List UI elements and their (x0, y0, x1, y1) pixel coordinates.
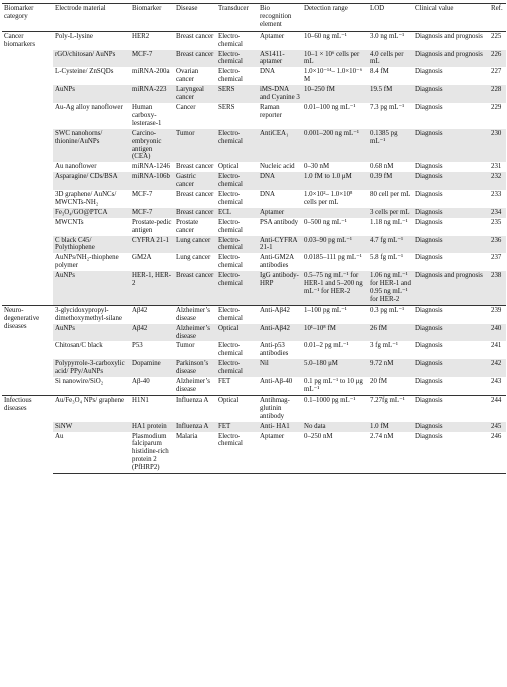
table-row (2, 172, 506, 190)
ref-cell: 240 (489, 324, 506, 342)
table-body (2, 31, 506, 473)
disease-cell: Cancer (176, 103, 196, 111)
detection-range-cell: 0–500 ng mL⁻¹ (304, 218, 347, 226)
transducer-cell: Electro-chemical (216, 305, 258, 323)
bio-recognition-element-cell: Nucleic acid (260, 163, 295, 171)
disease-cell: Breast cancer (174, 271, 216, 305)
electrode-material-cell: SiNW (53, 422, 130, 432)
bio-recognition-element-cell: Anti-Aβ-40 (260, 378, 293, 386)
lod-cell: 1.0 fM (368, 422, 413, 432)
detection-range-cell: 1–100 pg mL⁻¹ (302, 305, 368, 323)
biomarker-cell: Human carboxy-lesterase-1 (132, 103, 162, 127)
clinical-value-cell: Diagnosis (413, 432, 489, 474)
electrode-material-cell: MWCNTs (55, 218, 84, 226)
transducer-cell: Electro-chemical (216, 359, 258, 377)
bio-recognition-element-cell: Anti-CYFRA 21-1 (258, 236, 302, 254)
lod-cell: 1.18 ng mL⁻¹ (370, 218, 408, 226)
disease-cell: Influenza A (174, 395, 216, 421)
bio-recognition-element-cell: Anti-Aβ42 (258, 324, 302, 342)
detection-range-cell: 10–250 fM (302, 85, 368, 103)
electrode-material-cell: SWC nanohorns/ thionine/AuNPs (53, 129, 130, 163)
biomarker-cell: P53 (132, 342, 143, 350)
transducer-cell: Electro-chemical (216, 236, 258, 254)
disease-cell: Breast cancer (176, 191, 214, 199)
lod-cell: 8.4 fM (370, 68, 389, 76)
electrode-material-cell: AuNPs (53, 271, 130, 305)
ref-cell: 229 (491, 103, 502, 111)
biomarker-cell: Prostate-pedic antigen (132, 218, 172, 234)
clinical-value-cell: Diagnosis and prognosis (413, 271, 489, 305)
electrode-material-cell: rGO/chitosan/ AuNPs (53, 50, 130, 68)
bio-recognition-element-cell: DNA (260, 191, 275, 199)
detection-range-cell: 0.1 pg mL⁻¹ to 10 μg mL⁻¹ (304, 378, 363, 393)
table-row (2, 208, 506, 218)
category-cell: Cancer biomarkers (2, 31, 53, 305)
electrode-material-cell: Poly-L-lysine (53, 31, 130, 49)
table-row (2, 253, 506, 271)
biomarker-cell: miRNA-200a (132, 68, 170, 76)
detection-range-cell: 0.01–2 pg mL⁻¹ (304, 342, 349, 350)
transducer-cell: Optical (218, 163, 239, 171)
ref-cell: 235 (491, 218, 502, 226)
table-row (2, 377, 506, 395)
table-row (2, 422, 506, 432)
ref-cell: 242 (489, 359, 506, 377)
table-row (2, 324, 506, 342)
electrode-material-cell: C black C45/ Polythiophene (53, 236, 130, 254)
detection-range-cell: 0.001–200 ng mL⁻¹ (302, 129, 368, 163)
bio-recognition-element-cell: AS1411-aptamer (258, 50, 302, 68)
lod-cell: 3 fg mL⁻¹ (370, 342, 398, 350)
lod-cell: 3 cells per mL (368, 208, 413, 218)
bio-recognition-element-cell: Raman reporter (260, 103, 282, 119)
biomarker-cell: MCF-7 (130, 208, 174, 218)
clinical-value-cell: Diagnosis (415, 218, 443, 226)
transducer-cell: FET (218, 378, 231, 386)
electrode-material-cell: 3D graphene/ AuNCs/ MWCNTs-NH₂ (55, 191, 117, 206)
biomarker-cell: miRNA-1246 (132, 163, 170, 171)
electrode-material-cell: AuNPs (53, 324, 130, 342)
clinical-value-cell: Diagnosis (415, 163, 443, 171)
lod-cell: 19.5 fM (368, 85, 413, 103)
header-disease: Disease (176, 5, 198, 12)
detection-range-cell: 1.0×10⁻¹⁴– 1.0×10⁻⁶ M (304, 68, 363, 84)
bio-recognition-element-cell: Anti- HA1 (258, 422, 302, 432)
header-electrode-material: Electrode material (55, 5, 106, 12)
ref-cell: 234 (489, 208, 506, 218)
detection-range-cell: 1.0×10²– 1.0×10⁸ cells per mL (304, 191, 353, 206)
ref-cell: 243 (491, 378, 502, 386)
detection-range-cell: 0.01–100 ng mL⁻¹ (304, 103, 356, 111)
lod-cell: 1.06 ng mL⁻¹ for HER-1 and 0.95 ng mL⁻¹ for HER-2 (368, 271, 413, 305)
ref-cell: 237 (491, 254, 502, 262)
clinical-value-cell: Diagnosis (413, 236, 489, 254)
electrode-material-cell: L-Cysteine/ ZnSQDs (55, 68, 114, 76)
lod-cell: 3.0 ng mL⁻¹ (368, 31, 413, 49)
biomarker-cell: Aβ-40 (132, 378, 150, 386)
clinical-value-cell: Diagnosis (413, 305, 489, 323)
bio-recognition-element-cell: AntiCEA₁ (258, 129, 302, 163)
ref-cell: 245 (489, 422, 506, 432)
ref-cell: 232 (489, 172, 506, 190)
bio-recognition-element-cell: Aptamer (258, 31, 302, 49)
detection-range-cell: 10–60 ng mL⁻¹ (302, 31, 368, 49)
disease-cell: Breast cancer (174, 50, 216, 68)
table-row (2, 129, 506, 163)
ref-cell: 239 (489, 305, 506, 323)
electrode-material-cell: Asparagine/ CDs/BSA (53, 172, 130, 190)
clinical-value-cell: Diagnosis (413, 129, 489, 163)
transducer-cell: Optical (216, 324, 258, 342)
disease-cell: Lung cancer (174, 236, 216, 254)
biomarker-cell: MCF-7 (130, 50, 174, 68)
ref-cell: 236 (489, 236, 506, 254)
header-ref: Ref. (491, 5, 503, 12)
ref-cell: 233 (491, 191, 502, 199)
electrode-material-cell: 3-glycidoxypropyl-dimethoxymethyl-silane (53, 305, 130, 323)
ref-cell: 238 (489, 271, 506, 305)
clinical-value-cell: Diagnosis (413, 395, 489, 421)
disease-cell: Parkinson’s disease (174, 359, 216, 377)
electrode-material-cell: Au/Fe₃O₄ NPs/ graphene (53, 395, 130, 421)
transducer-cell: Electro-chemical (218, 218, 243, 234)
table-row (2, 305, 506, 323)
disease-cell: Laryngeal cancer (174, 85, 216, 103)
bio-recognition-element-cell: iMS-DNA and Cyanine 3 (258, 85, 302, 103)
transducer-cell: Electro-chemical (218, 191, 243, 206)
table-row (2, 31, 506, 49)
detection-range-cell: 0.0185–111 pg mL⁻¹ (304, 254, 362, 262)
clinical-value-cell: Diagnosis (415, 378, 443, 386)
lod-cell: 0.1385 pg mL⁻¹ (368, 129, 413, 163)
detection-range-cell: 1.0 fM to 1.0 μM (302, 172, 368, 190)
bio-recognition-element-cell: PSA antibody (260, 218, 299, 226)
lod-cell: 9.72 nM (368, 359, 413, 377)
table-row (2, 85, 506, 103)
detection-range-cell: 0.03–90 pg mL⁻¹ (302, 236, 368, 254)
electrode-material-cell: Au (53, 432, 130, 474)
transducer-cell: SERS (216, 85, 258, 103)
disease-cell: Breast cancer (174, 31, 216, 49)
ref-cell: 244 (489, 395, 506, 421)
bio-recognition-element-cell: Aptamer (258, 432, 302, 474)
transducer-cell: Electro-chemical (216, 129, 258, 163)
bio-recognition-element-cell: Nil (258, 359, 302, 377)
detection-range-cell: 0.5–75 ng mL⁻¹ for HER-1 and 5–200 ng mL⁻¹ for HER-2 (302, 271, 368, 305)
detection-range-cell: 5.0–180 μM (302, 359, 368, 377)
table-row (2, 218, 506, 236)
transducer-cell: SERS (218, 103, 235, 111)
detection-range-cell: 0–30 nM (304, 163, 330, 171)
lod-cell: 26 fM (368, 324, 413, 342)
electrode-material-cell: Si nanowire/SiO₂ (55, 378, 104, 386)
electrode-material-cell: Fe₃O₄/GO@PTCA (53, 208, 130, 218)
transducer-cell: Electro-chemical (218, 342, 243, 358)
ref-cell: 230 (489, 129, 506, 163)
transducer-cell: Electro-chemical (216, 50, 258, 68)
lod-cell: 0.39 fM (368, 172, 413, 190)
disease-cell: Alzheimer’s disease (176, 378, 210, 393)
biomarker-cell: HER2 (130, 31, 174, 49)
lod-cell: 80 cell per mL (370, 191, 411, 199)
biomarker-cell: MCF-7 (132, 191, 153, 199)
transducer-cell: Optical (216, 395, 258, 421)
bio-recognition-element-cell: DNA (258, 172, 302, 190)
biomarker-cell: Aβ42 (130, 324, 174, 342)
table-row (2, 67, 506, 85)
header-transducer: Transducer (218, 5, 249, 12)
disease-cell: Gastric cancer (174, 172, 216, 190)
biomarker-cell: HER-1, HER-2 (130, 271, 174, 305)
transducer-cell: ECL (216, 208, 258, 218)
electrode-material-cell: Au-Ag alloy nanoflower (55, 103, 123, 111)
clinical-value-cell: Diagnosis and prognosis (413, 31, 489, 49)
electrode-material-cell: Polypyrrole-3-carboxylic acid/ PPy/AuNPs (53, 359, 130, 377)
disease-cell: Tumor (176, 342, 195, 350)
header-row (2, 4, 506, 32)
detection-range-cell: 10¹–10⁸ fM (302, 324, 368, 342)
disease-cell: Prostate cancer (176, 218, 199, 234)
transducer-cell: Electro-chemical (216, 271, 258, 305)
electrode-material-cell: AuNPs (53, 85, 130, 103)
disease-cell: Lung cancer (176, 254, 211, 262)
disease-cell: Alzheimer’s disease (174, 324, 216, 342)
clinical-value-cell: Diagnosis (413, 172, 489, 190)
clinical-value-cell: Diagnosis (413, 208, 489, 218)
lod-cell: 2.74 nM (368, 432, 413, 474)
header-biomarker: Biomarker (132, 5, 162, 12)
ref-cell: 227 (491, 68, 502, 76)
table-row (2, 103, 506, 129)
ref-cell: 228 (489, 85, 506, 103)
electrode-material-cell: AuNPs/NH₂-thiophene polymer (55, 254, 119, 270)
detection-range-cell (302, 208, 368, 218)
category-cell: Neuro-degenerative diseases (2, 305, 53, 395)
bio-recognition-element-cell: Anti-Aβ42 (258, 305, 302, 323)
clinical-value-cell: Diagnosis (415, 68, 443, 76)
lod-cell: 7.27fg mL⁻¹ (368, 395, 413, 421)
table-row (2, 162, 506, 172)
transducer-cell: FET (216, 422, 258, 432)
biomarker-cell: Aβ42 (130, 305, 174, 323)
biomarker-cell: CYFRA 21-1 (130, 236, 174, 254)
header-detection-range: Detection range (304, 5, 348, 12)
transducer-cell: Electro-chemical (216, 172, 258, 190)
bio-recognition-element-cell: DNA (260, 68, 275, 76)
biomarker-cell: Dopamine (130, 359, 174, 377)
biomarker-cell: HA1 protein (130, 422, 174, 432)
clinical-value-cell: Diagnosis (413, 359, 489, 377)
bio-recognition-element-cell: IgG antibody-HRP (258, 271, 302, 305)
bio-recognition-element-cell: Anti-GM2A antibodies (260, 254, 294, 270)
lod-cell: 4.7 fg mL⁻¹ (368, 236, 413, 254)
clinical-value-cell: Diagnosis (413, 85, 489, 103)
ref-cell: 241 (491, 342, 502, 350)
detection-range-cell: No data (302, 422, 368, 432)
table-row (2, 190, 506, 208)
header-lod: LOD (370, 5, 385, 12)
detection-range-cell: 0–250 nM (302, 432, 368, 474)
ref-cell: 226 (489, 50, 506, 68)
clinical-value-cell: Diagnosis (413, 324, 489, 342)
biosensor-table (2, 3, 506, 474)
ref-cell: 225 (489, 31, 506, 49)
disease-cell: Influenza A (174, 422, 216, 432)
bio-recognition-element-cell: Anti-p53 antibodies (260, 342, 289, 358)
clinical-value-cell: Diagnosis (415, 342, 443, 350)
clinical-value-cell: Diagnosis (413, 422, 489, 432)
ref-cell: 231 (491, 163, 502, 171)
transducer-cell: Electro-chemical (216, 31, 258, 49)
header-bio-recognition-element: Bio recognition element (260, 5, 292, 28)
disease-cell: Breast cancer (174, 208, 216, 218)
clinical-value-cell: Diagnosis (415, 254, 443, 262)
bio-recognition-element-cell: Antihmag-glutinin antibody (258, 395, 302, 421)
transducer-cell: Electro-chemical (216, 432, 258, 474)
lod-cell: 7.3 pg mL⁻¹ (370, 103, 405, 111)
biomarker-cell: miRNA-106b (130, 172, 174, 190)
disease-cell: Ovarian cancer (176, 68, 199, 84)
biomarker-cell: miRNA-223 (130, 85, 174, 103)
clinical-value-cell: Diagnosis (415, 103, 443, 111)
disease-cell: Alzheimer’s disease (174, 305, 216, 323)
biomarker-cell: Carcino-embryonic antigen (CEA) (130, 129, 174, 163)
disease-cell: Malaria (174, 432, 216, 474)
disease-cell: Breast cancer (176, 163, 214, 171)
table-row (2, 50, 506, 68)
ref-cell: 246 (489, 432, 506, 474)
detection-range-cell: 0.1–1000 pg mL⁻¹ (302, 395, 368, 421)
electrode-material-cell: Au nanoflower (55, 163, 97, 171)
lod-cell: 5.8 fg mL⁻¹ (370, 254, 404, 262)
table-row (2, 341, 506, 359)
disease-cell: Tumor (174, 129, 216, 163)
biomarker-cell: GM2A (132, 254, 152, 262)
clinical-value-cell: Diagnosis and prognosis (413, 50, 489, 68)
electrode-material-cell: Chitosan/C black (55, 342, 103, 350)
biomarker-cell: H1N1 (130, 395, 174, 421)
table-row (2, 359, 506, 377)
table-row (2, 395, 506, 421)
lod-cell: 4.0 cells per mL (368, 50, 413, 68)
bio-recognition-element-cell: Aptamer (258, 208, 302, 218)
table-row (2, 271, 506, 305)
header-category: Biomarker category (4, 5, 34, 20)
biomarker-cell: Plasmodium falciparum histidine-rich protein 2 (PfHRP2) (130, 432, 174, 474)
clinical-value-cell: Diagnosis (415, 191, 443, 199)
transducer-cell: Electro-chemical (218, 254, 243, 270)
table-row (2, 432, 506, 474)
detection-range-cell: 10–1 × 10⁶ cells per mL (302, 50, 368, 68)
lod-cell: 0.68 nM (370, 163, 394, 171)
category-cell: Infectious diseases (2, 395, 53, 473)
transducer-cell: Electro-chemical (218, 68, 243, 84)
header-clinical-value: Clinical value (415, 5, 454, 12)
table-row (2, 236, 506, 254)
lod-cell: 20 fM (370, 378, 388, 386)
lod-cell: 0.3 pg mL⁻¹ (368, 305, 413, 323)
